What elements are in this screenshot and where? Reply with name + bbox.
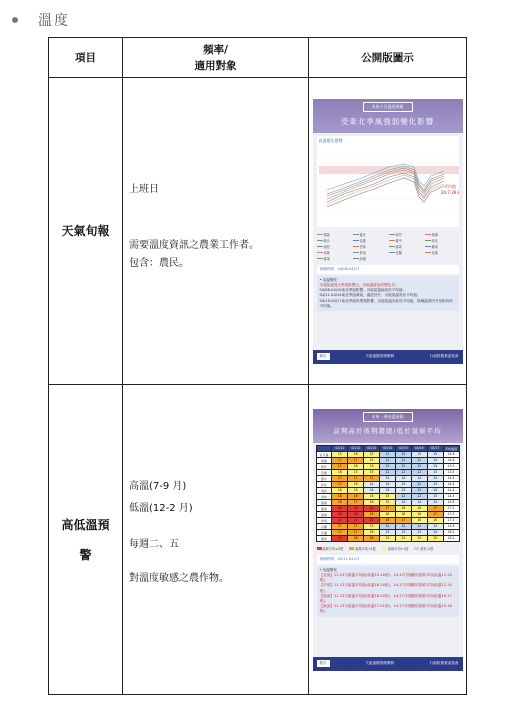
- forecast-cell: 16: [348, 451, 364, 457]
- period-text: 預報時間：04/08-04/17: [317, 265, 459, 274]
- info-line: 【東部】11-13日氣溫平均值(低溫17-21度)；14-17日明顯於氣候平均(低溫15-18度)。: [319, 604, 452, 614]
- forecast-cell: 17: [364, 475, 380, 481]
- station-name: 苗栗: [316, 469, 332, 475]
- header-frequency: [123, 38, 309, 78]
- forecast-cell: 17: [427, 505, 443, 511]
- forecast-cell: 12: [380, 523, 396, 529]
- forecast-cell: 18: [364, 535, 380, 541]
- info-line: 04/15-04/17東北季風再增強影響，各地氣溫為低於平均值，後續溫度回升至稍高於平均值。: [319, 298, 453, 308]
- info-line: 04/08-04/10東北季風影響，各地氣溫偏低於平均值。: [319, 288, 407, 293]
- forecast-cell: 13: [380, 475, 396, 481]
- temperature-line-chart: [319, 144, 459, 224]
- poster-title: 受東北季風強弱變化影響: [340, 116, 435, 126]
- forecast-cell: 13: [411, 529, 427, 535]
- season-low: 低溫(12-2 月): [129, 502, 193, 514]
- forecast-cell: 14: [380, 481, 396, 487]
- forecast-cell: 15.6: [443, 499, 459, 505]
- frequency-text: 每週二、五: [129, 538, 179, 550]
- forecast-cell: 15: [364, 451, 380, 457]
- forecast-cell: 12: [411, 469, 427, 475]
- legend-item: 嘉義: [389, 244, 423, 249]
- forecast-cell: 13: [395, 481, 411, 487]
- forecast-cell: 15: [380, 535, 396, 541]
- forecast-header-cell: 02/17: [427, 445, 443, 451]
- station-name: 新竹: [316, 463, 332, 469]
- forecast-cell: 16: [411, 517, 427, 523]
- section-title: 溫度: [38, 13, 70, 29]
- forecast-cell: 17: [332, 481, 348, 487]
- forecast-cell: 14: [411, 499, 427, 505]
- forecast-cell: 12: [380, 469, 396, 475]
- chart-legend: [313, 230, 463, 263]
- table-header-row: [49, 38, 467, 78]
- table-row: [49, 78, 467, 385]
- forecast-cell: 18: [332, 493, 348, 499]
- forecast-cell: 12: [395, 457, 411, 463]
- forecast-cell: 21: [348, 517, 364, 523]
- forecast-header-cell: 02/13: [364, 445, 380, 451]
- forecast-cell: 17: [332, 463, 348, 469]
- period-text: 預報時間：02/11-02/17: [317, 555, 459, 564]
- forecast-cell: 15: [364, 457, 380, 463]
- forecast-cell: 12: [411, 493, 427, 499]
- forecast-cell: 13: [427, 451, 443, 457]
- item-weather-report: 天氣旬報: [49, 78, 123, 385]
- forecast-cell: 14: [427, 457, 443, 463]
- legend-item: 澎湖: [353, 256, 387, 261]
- forecast-cell: 15: [364, 523, 380, 529]
- image-cell: [309, 385, 467, 695]
- forecast-cell: 14: [364, 487, 380, 493]
- header-frequency-line1: 頻率/: [203, 43, 228, 56]
- forecast-cell: 17: [380, 505, 396, 511]
- station-name: 臺南: [316, 505, 332, 511]
- forecast-cell: 15: [364, 463, 380, 469]
- forecast-cell: 16: [380, 511, 396, 517]
- forecast-cell: 18: [380, 517, 396, 523]
- forecast-header-cell: 02/15: [395, 445, 411, 451]
- image-cell: [309, 78, 467, 385]
- legend-item: 臺中: [389, 238, 423, 243]
- forecast-cell: 20: [332, 505, 348, 511]
- legend-item: 花蓮: [425, 250, 459, 255]
- avg-label: 平均值: [443, 183, 456, 189]
- item-temperature-warning: [49, 385, 123, 695]
- forecast-cell: 20: [348, 511, 364, 517]
- info-line: 【南部】11-13日氣溫平均值(低溫18-20度)；14-17日明顯於氣候平均(低溫16-17度)。: [319, 593, 452, 603]
- station-name: 嘉義: [316, 499, 332, 505]
- forecast-cell: 12: [380, 457, 396, 463]
- poster-subtitle: 未來一週低溫預測: [363, 412, 413, 422]
- forecast-table: [316, 445, 460, 542]
- table-row: [49, 385, 467, 695]
- station-name: 桃園: [316, 457, 332, 463]
- forecast-cell: 15: [380, 499, 396, 505]
- station-name: 雲林: [316, 493, 332, 499]
- color-legend: [313, 544, 463, 553]
- legend-item: 彰化: [425, 238, 459, 243]
- forecast-cell: 14: [364, 481, 380, 487]
- forecast-cell: 18: [364, 511, 380, 517]
- station-name: 花蓮: [316, 529, 332, 535]
- legend-item: 臺北: [353, 232, 387, 237]
- forecast-cell: 18: [348, 493, 364, 499]
- forecast-cell: 14: [411, 475, 427, 481]
- info-box: [317, 276, 459, 311]
- legend-item: 基隆: [317, 232, 351, 237]
- forecast-cell: 13: [427, 463, 443, 469]
- forecast-cell: 13: [427, 469, 443, 475]
- forecast-cell: 14: [395, 499, 411, 505]
- audience-text: 對溫度敏感之農作物。: [129, 572, 229, 584]
- forecast-cell: 15: [364, 469, 380, 475]
- forecast-cell: 12: [411, 487, 427, 493]
- forecast-cell: 16: [332, 487, 348, 493]
- forecast-cell: 13: [427, 481, 443, 487]
- product-table: [48, 37, 467, 695]
- forecast-cell: 13: [427, 523, 443, 529]
- report-button: 報告: [317, 660, 330, 667]
- forecast-cell: 12: [380, 451, 396, 457]
- info-line: 【北部】11-13日氣溫平均值(低溫15-16度)；14-17日明顯於氣候平均(低溫12-14度)。: [319, 572, 452, 583]
- chart-panel: [317, 136, 459, 227]
- forecast-cell: 17.5: [443, 517, 459, 523]
- forecast-cell: 15: [411, 535, 427, 541]
- legend-item: 屏東: [353, 250, 387, 255]
- footer-org2: 行政院農業委員會: [429, 354, 459, 358]
- legend-item: 苗栗: [353, 238, 387, 243]
- station-name: 臺東: [316, 535, 332, 541]
- legend-item: 高雄: [317, 250, 351, 255]
- forecast-cell: 20: [364, 505, 380, 511]
- audience-detail-text: 包含：農民。: [129, 258, 189, 269]
- bullet-icon: [12, 17, 18, 23]
- forecast-cell: 16: [411, 511, 427, 517]
- poster-title: 前期高於後期趨緩/低於氣候平均: [333, 426, 442, 435]
- forecast-cell: 18: [332, 499, 348, 505]
- frequency-text: 上班日: [129, 184, 159, 195]
- legend-item: 臺東: [317, 256, 351, 261]
- forecast-cell: 19: [332, 535, 348, 541]
- forecast-cell: 17: [348, 457, 364, 463]
- forecast-cell: 12: [395, 469, 411, 475]
- forecast-cell: 12: [395, 523, 411, 529]
- weather-report-poster: [313, 99, 463, 364]
- forecast-cell: 14.4: [443, 487, 459, 493]
- forecast-cell: 13: [380, 529, 396, 535]
- forecast-cell: 15: [380, 493, 396, 499]
- info-label: • 低溫變化: [319, 567, 338, 572]
- station-name: 彰化: [316, 481, 332, 487]
- forecast-cell: 17: [348, 499, 364, 505]
- forecast-cell: 17: [332, 475, 348, 481]
- forecast-cell: 17: [348, 529, 364, 535]
- forecast-cell: 13: [395, 487, 411, 493]
- forecast-cell: 14.6: [443, 523, 459, 529]
- station-name: 高雄: [316, 511, 332, 517]
- forecast-cell: 15: [348, 487, 364, 493]
- forecast-cell: 14: [427, 487, 443, 493]
- legend-item: 宜蘭: [389, 250, 423, 255]
- forecast-cell: 17.5: [443, 505, 459, 511]
- forecast-cell: 17.5: [443, 511, 459, 517]
- forecast-cell: 14: [395, 475, 411, 481]
- forecast-cell: 14.4: [443, 481, 459, 487]
- audience-text: 需要溫度資訊之農業工作者。: [129, 240, 259, 251]
- avg-range: 24.7-28.8: [440, 189, 459, 195]
- forecast-cell: 13: [395, 529, 411, 535]
- section-heading: [12, 10, 70, 30]
- forecast-cell: 16: [364, 499, 380, 505]
- forecast-cell: 16.2: [443, 529, 459, 535]
- item-line2: 警: [79, 547, 92, 562]
- forecast-cell: 16: [364, 493, 380, 499]
- legend-item: 臺南: [425, 244, 459, 249]
- report-button: 報告: [317, 353, 330, 360]
- legend-item: 氣候平均+1度: [382, 546, 409, 551]
- footer-org1: 天氣風險管理開發: [365, 354, 395, 358]
- legend-item: 新竹: [389, 232, 423, 237]
- forecast-table-wrap: [316, 445, 460, 542]
- forecast-cell: 12: [395, 463, 411, 469]
- forecast-cell: 17: [332, 457, 348, 463]
- forecast-header-cell: 02/12: [348, 445, 364, 451]
- header-item: 項目: [49, 38, 123, 78]
- forecast-cell: 16: [411, 505, 427, 511]
- forecast-cell: 16: [332, 469, 348, 475]
- forecast-cell: 17: [395, 517, 411, 523]
- forecast-cell: 14: [427, 529, 443, 535]
- forecast-cell: 17: [332, 529, 348, 535]
- chart-title: 高溫變化趨勢: [318, 137, 343, 143]
- frequency-cell: [123, 78, 309, 385]
- poster-header: [313, 409, 463, 443]
- forecast-cell: 14.4: [443, 475, 459, 481]
- item-line1: 高低溫預: [61, 517, 110, 532]
- station-name: 臺中: [316, 475, 332, 481]
- forecast-cell: 14.6: [443, 451, 459, 457]
- info-label: • 高溫變化: [319, 277, 338, 282]
- info-box: [317, 566, 459, 617]
- forecast-cell: 18: [348, 535, 364, 541]
- forecast-cell: 13.5: [443, 469, 459, 475]
- forecast-header-cell: 02/11: [332, 445, 348, 451]
- poster-header: [313, 99, 463, 133]
- forecast-cell: 16: [395, 511, 411, 517]
- forecast-cell: 16: [364, 529, 380, 535]
- info-line: 【中部】11-13日氣溫平均值(低溫16-18度)；14-17日明顯於氣候平均(低溫12-14度)。: [319, 583, 452, 593]
- forecast-cell: 13.5: [443, 463, 459, 469]
- forecast-header-cell: 02/16: [411, 445, 427, 451]
- forecast-row: [316, 535, 459, 541]
- forecast-cell: 16: [348, 463, 364, 469]
- forecast-cell: 16: [348, 481, 364, 487]
- forecast-cell: 14.4: [443, 493, 459, 499]
- forecast-cell: 15: [348, 469, 364, 475]
- station-name: 屏東: [316, 517, 332, 523]
- forecast-cell: 16: [395, 505, 411, 511]
- legend-item: 低於-2度: [414, 546, 433, 551]
- forecast-cell: 17: [427, 511, 443, 517]
- header-image: 公開版圖示: [309, 38, 467, 78]
- legend-item: 桃園: [425, 232, 459, 237]
- poster-subtitle: 未來十日溫度預報: [363, 102, 413, 112]
- forecast-cell: 13: [380, 487, 396, 493]
- forecast-cell: 15: [395, 535, 411, 541]
- forecast-cell: 17: [348, 523, 364, 529]
- forecast-cell: 20: [332, 511, 348, 517]
- forecast-cell: 14: [427, 499, 443, 505]
- forecast-cell: 20: [364, 517, 380, 523]
- legend-item: 氣候平均≥3度: [317, 546, 344, 551]
- forecast-cell: 12: [411, 463, 427, 469]
- forecast-cell: 21: [332, 517, 348, 523]
- forecast-cell: 17: [348, 475, 364, 481]
- forecast-cell: 12: [380, 463, 396, 469]
- legend-item: 氣候平均+2度: [349, 546, 376, 551]
- legend-item: 南投: [317, 244, 351, 249]
- footer-org1: 天氣風險管理開發: [365, 661, 395, 665]
- poster-footer: [313, 657, 463, 671]
- forecast-cell: 14: [427, 475, 443, 481]
- station-name: 南投: [316, 487, 332, 493]
- station-name: 宜花蓮: [316, 451, 332, 457]
- frequency-cell: [123, 385, 309, 695]
- forecast-cell: 12: [395, 493, 411, 499]
- forecast-cell: 12: [395, 451, 411, 457]
- forecast-cell: 12: [411, 523, 427, 529]
- forecast-cell: 15: [427, 535, 443, 541]
- forecast-cell: 13: [411, 451, 427, 457]
- forecast-cell: 17: [332, 523, 348, 529]
- header-frequency-line2: 適用對象: [194, 59, 237, 72]
- info-line: 04/11-04/14東北季風減弱，溫度回升，各地氣溫高於平均值。: [319, 293, 421, 298]
- season-high: 高溫(7-9 月): [129, 480, 187, 492]
- forecast-cell: 13: [427, 493, 443, 499]
- forecast-header-cell: 02/14: [380, 445, 396, 451]
- temperature-warning-poster: [313, 409, 463, 671]
- station-name: 宜蘭: [316, 523, 332, 529]
- poster-footer: [313, 350, 463, 364]
- forecast-cell: 16.2: [443, 535, 459, 541]
- forecast-cell: 14.6: [443, 457, 459, 463]
- info-highlight: 本週氣溫受大季風影響大，各地溫度起伏變化多。: [319, 282, 399, 287]
- forecast-cell: 12: [411, 457, 427, 463]
- forecast-cell: 12: [411, 481, 427, 487]
- footer-org2: 行政院農業委員會: [429, 661, 459, 665]
- forecast-cell: 16: [427, 517, 443, 523]
- legend-item: 新北: [317, 238, 351, 243]
- legend-item: 雲林: [353, 244, 387, 249]
- forecast-cell: 20: [348, 505, 364, 511]
- forecast-cell: 15: [332, 451, 348, 457]
- forecast-header-cell: 平均溫度: [444, 446, 458, 451]
